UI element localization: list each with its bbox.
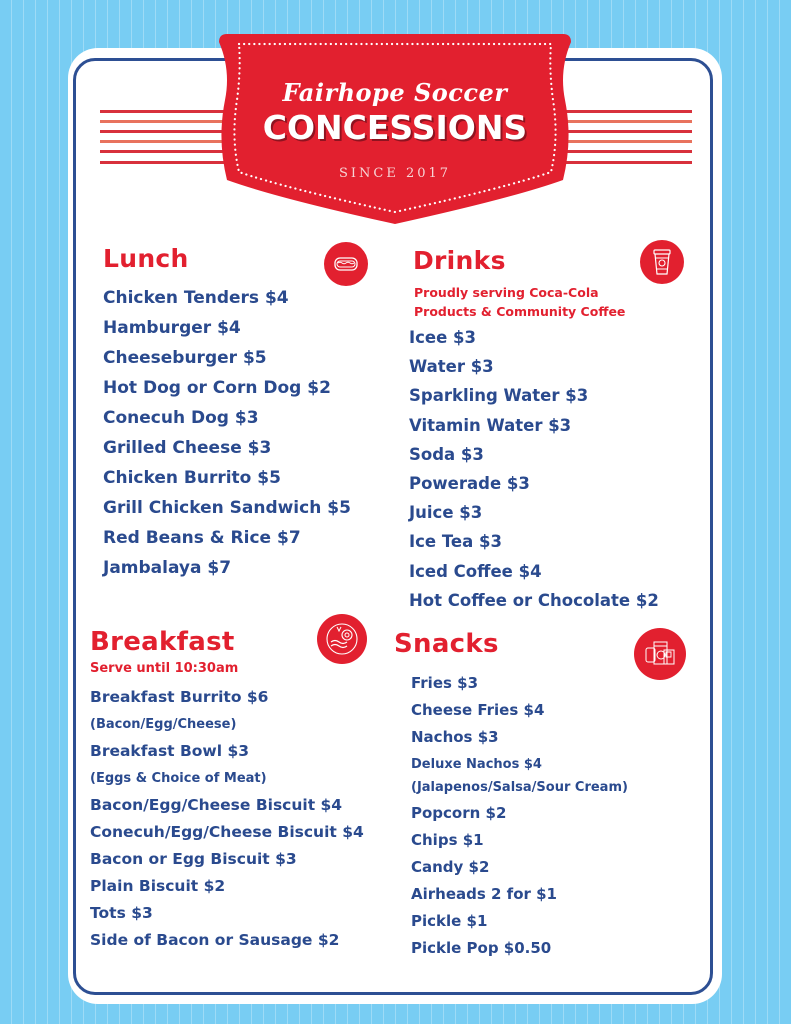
menu-item: Tots $3 bbox=[90, 904, 153, 922]
menu-item: Conecuh/Egg/Cheese Biscuit $4 bbox=[90, 823, 364, 841]
menu-item: Breakfast Burrito $6 bbox=[90, 688, 269, 706]
snacks-heading: Snacks bbox=[394, 629, 499, 659]
lunch-heading: Lunch bbox=[103, 244, 189, 273]
drinks-heading: Drinks bbox=[413, 246, 506, 275]
cup-icon bbox=[640, 240, 684, 284]
menu-item: Conecuh Dog $3 bbox=[103, 408, 259, 428]
menu-item: Grilled Cheese $3 bbox=[103, 438, 272, 458]
menu-item: Candy $2 bbox=[411, 858, 490, 876]
menu-item: Grill Chicken Sandwich $5 bbox=[103, 498, 351, 518]
menu-item: Juice $3 bbox=[409, 503, 483, 523]
menu-item: Breakfast Bowl $3 bbox=[90, 742, 250, 760]
breakfast-items bbox=[90, 684, 364, 954]
menu-item: Ice Tea $3 bbox=[409, 532, 502, 552]
snacks-items bbox=[411, 670, 628, 962]
menu-item-note: (Bacon/Egg/Cheese) bbox=[90, 717, 237, 732]
decorative-stripes-right bbox=[566, 110, 692, 166]
menu-item: Icee $3 bbox=[409, 328, 477, 347]
menu-item: Iced Coffee $4 bbox=[409, 561, 542, 581]
menu-item: Cheeseburger $5 bbox=[103, 348, 267, 368]
menu-item: Popcorn $2 bbox=[411, 804, 507, 822]
menu-item: Deluxe Nachos $4 bbox=[411, 757, 542, 772]
title-badge bbox=[213, 30, 577, 226]
menu-item: Side of Bacon or Sausage $2 bbox=[90, 931, 340, 949]
menu-item: Chicken Tenders $4 bbox=[103, 288, 289, 308]
menu-item: Plain Biscuit $2 bbox=[90, 877, 226, 895]
menu-item: Hot Coffee or Chocolate $2 bbox=[409, 590, 659, 610]
menu-item: Cheese Fries $4 bbox=[411, 701, 545, 719]
menu-item: Nachos $3 bbox=[411, 728, 499, 746]
menu-item-note: (Jalapenos/Salsa/Sour Cream) bbox=[411, 780, 628, 795]
menu-item: Airheads 2 for $1 bbox=[411, 885, 557, 903]
menu-item: Jambalaya $7 bbox=[103, 558, 232, 578]
menu-item: Hamburger $4 bbox=[103, 318, 241, 338]
menu-item: Hot Dog or Corn Dog $2 bbox=[103, 378, 331, 398]
breakfast-plate-icon bbox=[317, 614, 367, 664]
hot-dog-icon bbox=[324, 242, 368, 286]
menu-item: Chicken Burrito $5 bbox=[103, 468, 281, 488]
menu-item: Bacon or Egg Biscuit $3 bbox=[90, 850, 297, 868]
page-title: CONCESSIONS bbox=[262, 108, 528, 147]
menu-item: Water $3 bbox=[409, 357, 494, 377]
menu-item: Fries $3 bbox=[411, 674, 479, 692]
lunch-items bbox=[103, 283, 351, 583]
menu-item: Pickle $1 bbox=[411, 912, 488, 930]
since-label: SINCE 2017 bbox=[338, 166, 452, 181]
menu-item: Soda $3 bbox=[409, 444, 484, 464]
breakfast-note: Serve until 10:30am bbox=[90, 661, 239, 676]
menu-item: Red Beans & Rice $7 bbox=[103, 528, 301, 548]
drinks-note-line2: Products & Community Coffee bbox=[414, 304, 626, 319]
menu-item: Sparkling Water $3 bbox=[409, 386, 589, 406]
breakfast-heading: Breakfast bbox=[90, 627, 235, 657]
menu-item: Pickle Pop $0.50 bbox=[411, 939, 552, 957]
snacks-icon bbox=[634, 628, 686, 680]
drinks-note-line1: Proudly serving Coca-Cola bbox=[414, 285, 599, 300]
drinks-items bbox=[409, 323, 659, 615]
badge-script-title: Fairhope Soccer bbox=[282, 78, 508, 107]
drinks-note bbox=[414, 283, 625, 321]
menu-item: Powerade $3 bbox=[409, 473, 530, 493]
menu-item: Chips $1 bbox=[411, 831, 484, 849]
menu-item: Vitamin Water $3 bbox=[409, 415, 572, 435]
menu-item-note: (Eggs & Choice of Meat) bbox=[90, 771, 267, 786]
menu-item: Bacon/Egg/Cheese Biscuit $4 bbox=[90, 796, 343, 814]
decorative-stripes-left bbox=[100, 110, 226, 166]
